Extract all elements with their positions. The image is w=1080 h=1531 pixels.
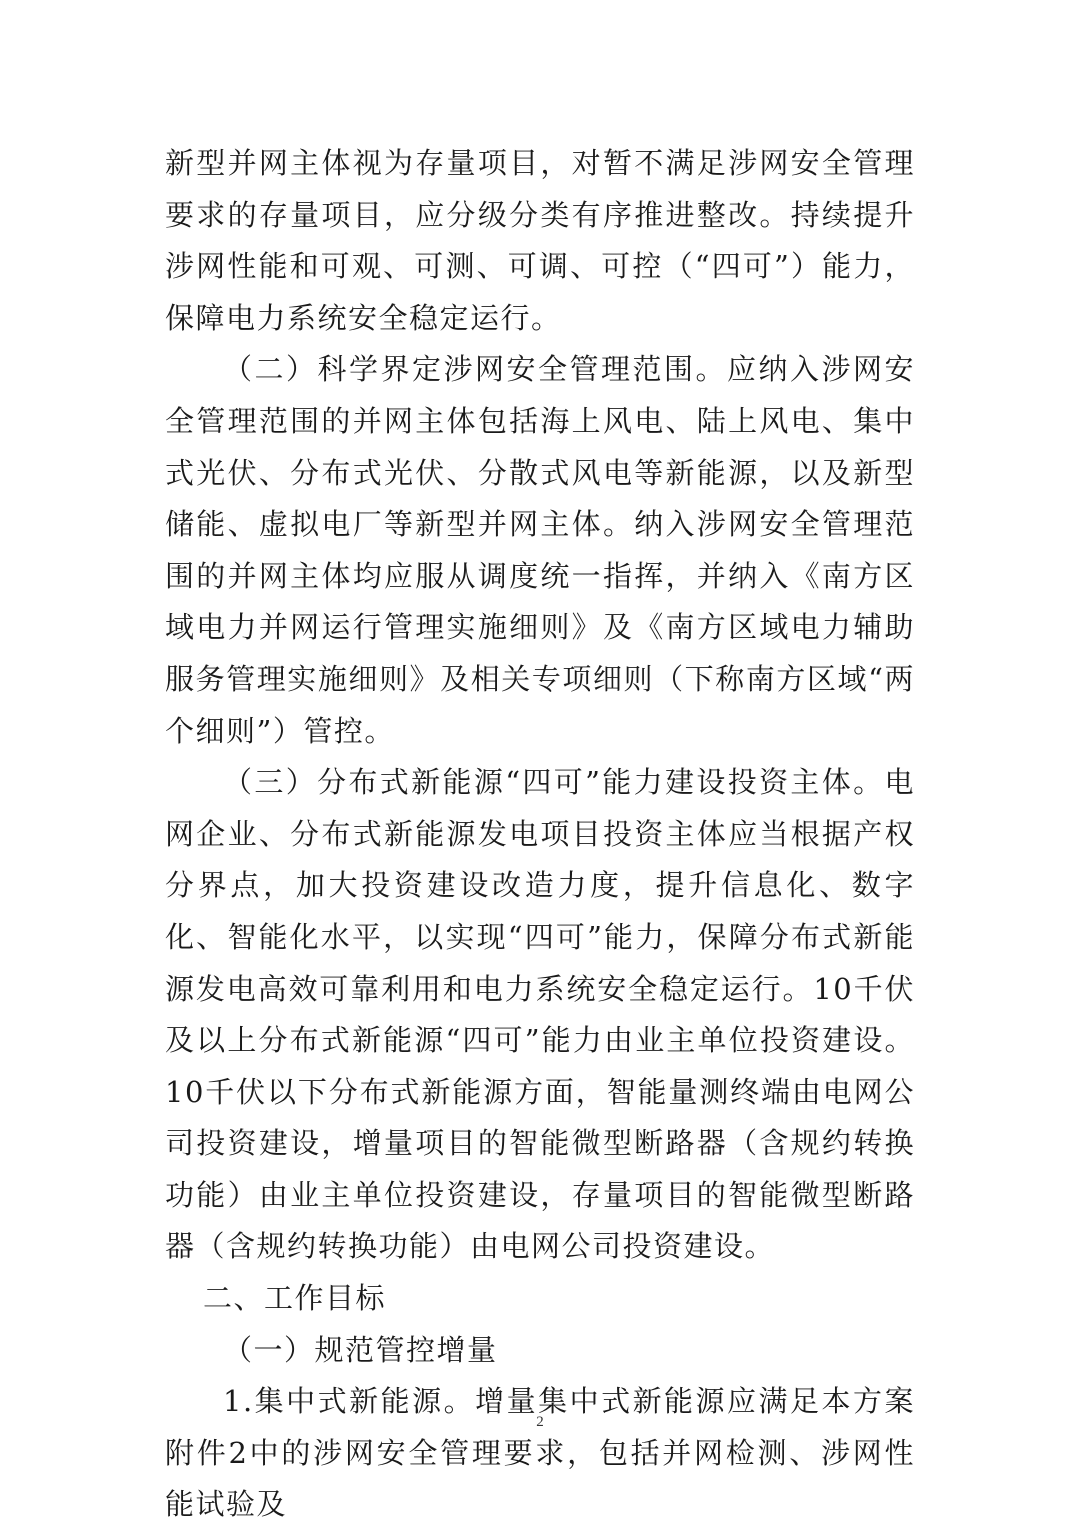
paragraph-centralized-energy: 1.集中式新能源。增量集中式新能源应满足本方案附件2中的涉网安全管理要求，包括并网检测、涉网性能试验及 xyxy=(165,1384,915,1522)
paragraph-investment-entity: （三）分布式新能源“四可”能力建设投资主体。电网企业、分布式新能源发电项目投资主体应当根据产权分界点，加大投资建设改造力度，提升信息化、数字化、智能化水平，以实现“四可”能力，保障分布式新能源发电高效可靠利用和电力系统安全稳定运行。10千伏及以上分布式新能源“四可”能力由业主单位投资建设。10千伏以下分布式新能源方面，智能量测终端由电网公司投资建设，增量项目的智能微型断路器（含规约转换功能）由业主单位投资建设，存量项目的智能微型断路器（含规约转换功能）由电网公司投资建设。 xyxy=(165,765,915,1264)
paragraph-continuation: 新型并网主体视为存量项目，对暂不满足涉网安全管理要求的存量项目，应分级分类有序推进整改。持续提升涉网性能和可观、可测、可调、可控（“四可”）能力，保障电力系统安全稳定运行。 xyxy=(165,146,915,335)
paragraph-management-scope: （二）科学界定涉网安全管理范围。应纳入涉网安全管理范围的并网主体包括海上风电、陆上风电、集中式光伏、分布式光伏、分散式风电等新能源，以及新型储能、虚拟电厂等新型并网主体。纳入涉网安全管理范围的并网主体均应服从调度统一指挥，并纳入《南方区域电力并网运行管理实施细则》及《南方区域电力辅助服务管理实施细则》及相关专项细则（下称南方区域“两个细则”）管控。 xyxy=(165,352,915,748)
document-body xyxy=(165,138,915,1531)
section-heading: 二、工作目标 xyxy=(203,1281,387,1316)
page-number: 2 xyxy=(536,1414,544,1430)
subsection-heading: （一）规范管控增量 xyxy=(223,1332,498,1367)
